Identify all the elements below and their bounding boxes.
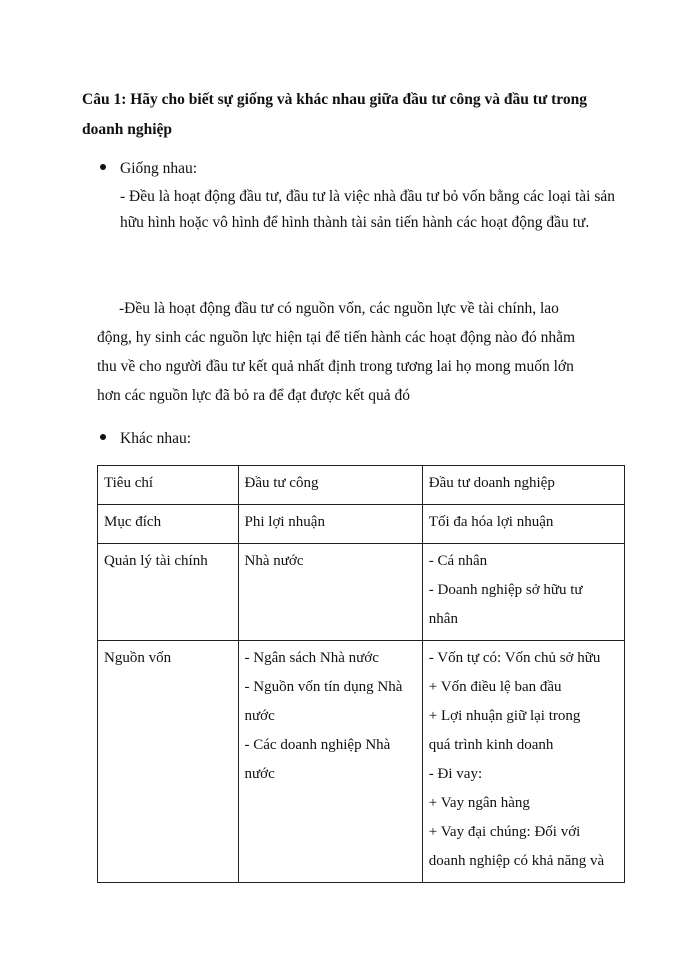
cell-line: nước xyxy=(244,766,275,782)
cell-line: - Cá nhân xyxy=(428,553,488,569)
cell-line: Phi lợi nhuận xyxy=(244,514,325,530)
cell-line: nước xyxy=(244,708,275,724)
comparison-table xyxy=(97,465,625,883)
cell-line: quá trình kinh doanh xyxy=(428,737,554,753)
cell-line: - Đi vay: xyxy=(428,766,483,782)
cell-line: - Ngân sách Nhà nước xyxy=(244,650,379,666)
table-header-row xyxy=(98,466,625,505)
cell-line: Nhà nước xyxy=(244,553,304,569)
cell-line: - Nguồn vốn tín dụng Nhà xyxy=(244,679,403,695)
paragraph-line: thu về cho người đầu tư kết quả nhất định trong tương lai họ mong muốn lớn xyxy=(97,358,574,375)
question-title: Câu 1: Hãy cho biết sự giống và khác nhau giữa đầu tư công và đầu tư trong doanh nghiệp xyxy=(82,91,588,138)
enterprise-cell xyxy=(422,505,624,544)
similarity-point-2 xyxy=(97,294,622,410)
enterprise-cell xyxy=(422,641,624,883)
bullet-icon xyxy=(100,164,106,170)
paragraph-line: -Đều là hoạt động đầu tư có nguồn vốn, các nguồn lực về tài chính, lao xyxy=(119,300,559,317)
table-header-cell: Tiêu chí xyxy=(98,466,239,505)
table-header-cell: Đầu tư doanh nghiệp xyxy=(422,466,624,505)
cell-line: doanh nghiệp có khả năng và xyxy=(428,853,605,869)
public-cell xyxy=(238,544,422,641)
cell-line: + Vốn điều lệ ban đầu xyxy=(428,679,562,695)
similarity-point-1: - Đều là hoạt động đầu tư, đầu tư là việc nhà đầu tư bỏ vốn bằng các loại tài sản hữu hình hoặc vô hình để hình thành tài sản tiến hành các hoạt động đầu tư. xyxy=(120,188,615,231)
differences-heading-text: Khác nhau: xyxy=(120,430,192,447)
cell-line: nhân xyxy=(428,611,458,627)
criterion-cell: Mục đích xyxy=(98,505,239,544)
cell-line: - Doanh nghiệp sở hữu tư xyxy=(428,582,583,598)
paragraph-line: động, hy sinh các nguồn lực hiện tại để tiến hành các hoạt động nào đó nhằm xyxy=(97,329,576,346)
cell-line: - Các doanh nghiệp Nhà xyxy=(244,737,391,753)
bullet-icon xyxy=(100,434,106,440)
cell-line: - Vốn tự có: Vốn chủ sở hữu xyxy=(428,650,601,666)
cell-line: Tối đa hóa lợi nhuận xyxy=(428,514,554,530)
cell-line: + Vay đại chúng: Đối với xyxy=(428,824,581,840)
public-cell xyxy=(238,505,422,544)
criterion-cell: Quản lý tài chính xyxy=(98,544,239,641)
criterion-cell: Nguồn vốn xyxy=(98,641,239,883)
table-row xyxy=(98,544,625,641)
enterprise-cell xyxy=(422,544,624,641)
similarities-heading xyxy=(100,157,197,181)
table-header-cell: Đầu tư công xyxy=(238,466,422,505)
cell-line: + Lợi nhuận giữ lại trong xyxy=(428,708,581,724)
table-row xyxy=(98,505,625,544)
public-cell xyxy=(238,641,422,883)
differences-heading xyxy=(100,427,191,451)
similarities-heading-text: Giống nhau: xyxy=(120,160,198,177)
paragraph-line: hơn các nguồn lực đã bỏ ra để đạt được kết quả đó xyxy=(97,387,410,404)
cell-line: + Vay ngân hàng xyxy=(428,795,530,811)
table-row xyxy=(98,641,625,883)
